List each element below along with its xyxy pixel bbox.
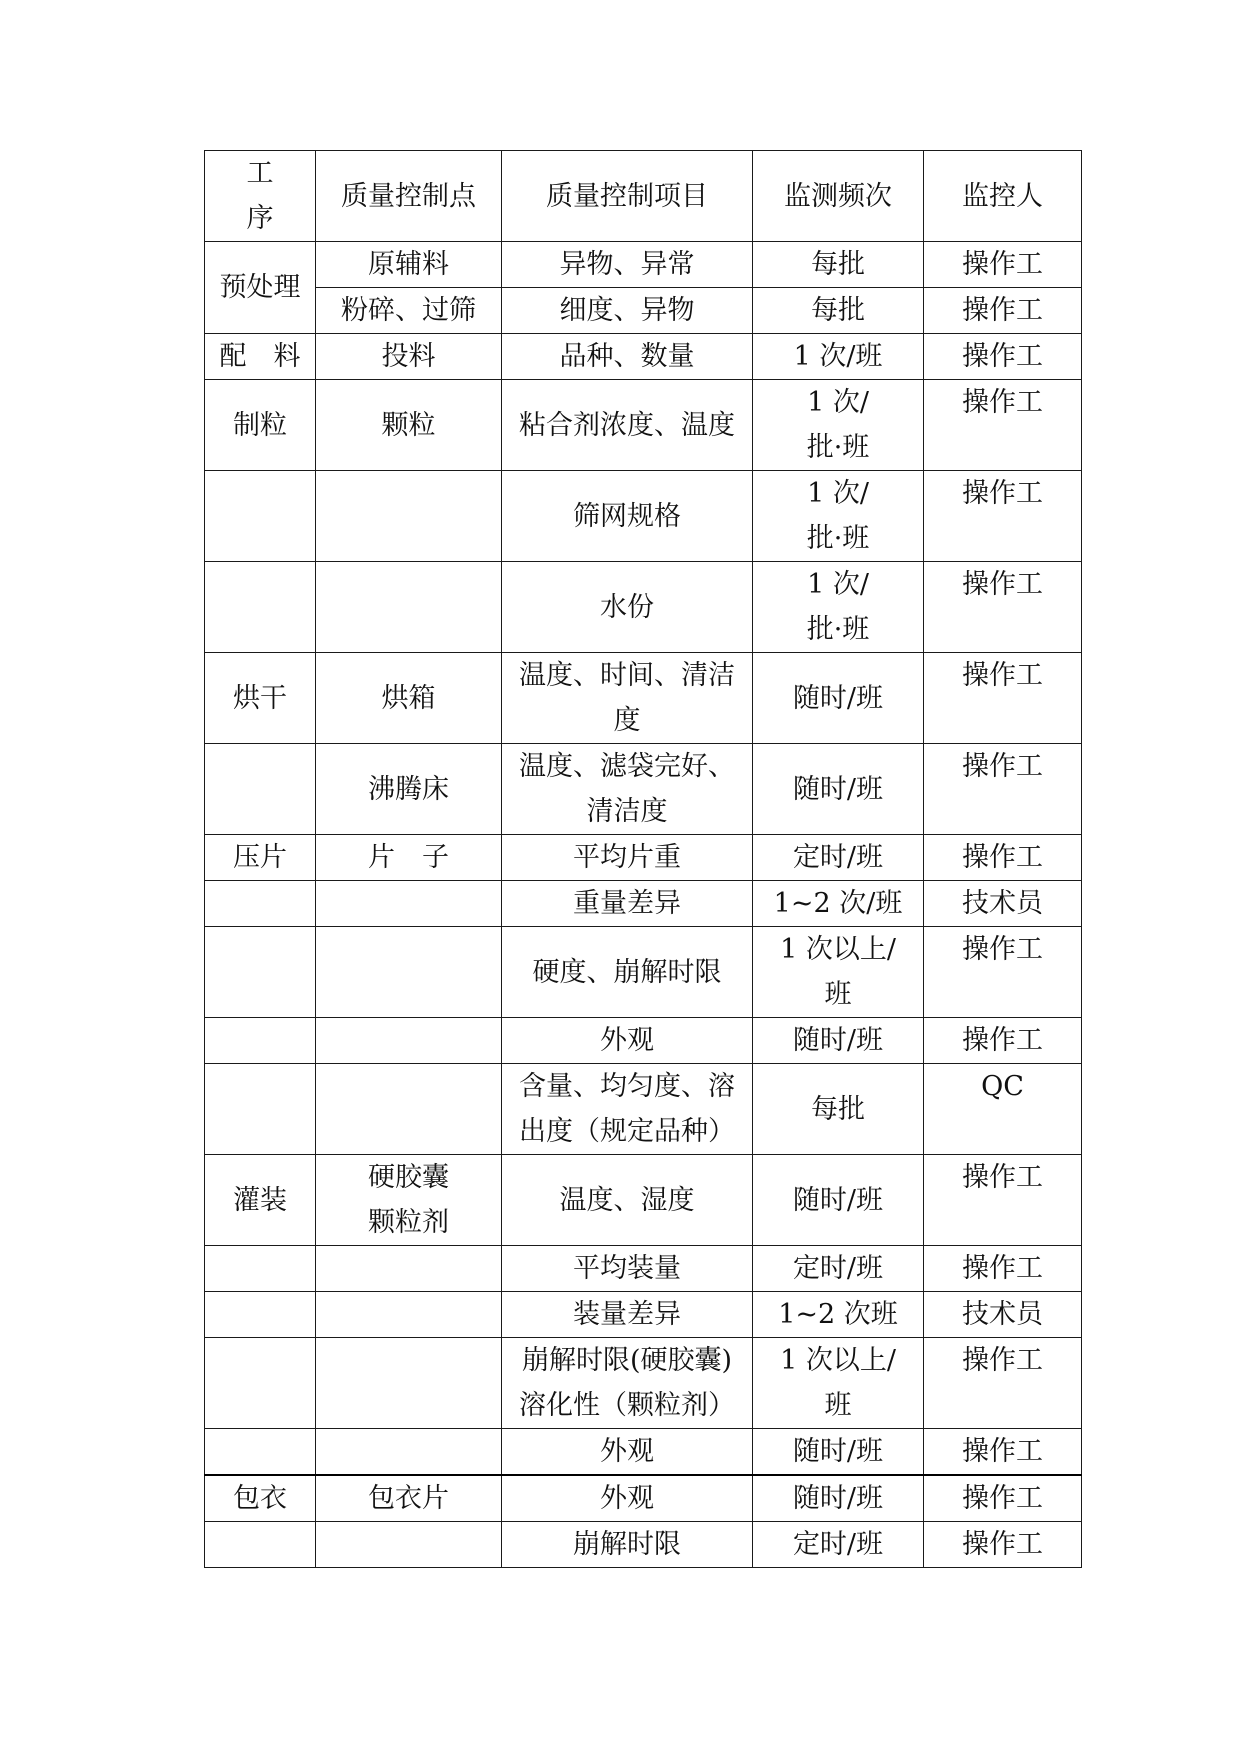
- cell-control-point: 硬胶囊 颗粒剂: [316, 1155, 502, 1246]
- table-row: [205, 242, 1082, 288]
- cell-frequency: 每批: [753, 1064, 924, 1155]
- table-row: [205, 334, 1082, 380]
- cell-process: 配 料: [205, 334, 316, 380]
- cell-control-item: 温度、时间、清洁 度: [502, 653, 753, 744]
- cell-control-point: 烘箱: [316, 653, 502, 744]
- cell-control-point: [316, 1292, 502, 1338]
- cell-process: 制粒: [205, 380, 316, 471]
- cell-monitor: QC: [924, 1064, 1082, 1155]
- cell-frequency: 定时/班: [753, 835, 924, 881]
- cell-process: [205, 1018, 316, 1064]
- cell-control-point: [316, 562, 502, 653]
- cell-monitor: 操作工: [924, 288, 1082, 334]
- cell-process: [205, 1338, 316, 1429]
- table-row: [205, 835, 1082, 881]
- cell-control-point: [316, 927, 502, 1018]
- cell-frequency: 随时/班: [753, 1155, 924, 1246]
- header-control-item: 质量控制项目: [502, 151, 753, 242]
- cell-control-point: [316, 1338, 502, 1429]
- cell-monitor: 操作工: [924, 1338, 1082, 1429]
- table-header-row: [205, 151, 1082, 242]
- table-row: [205, 1246, 1082, 1292]
- cell-control-item: 崩解时限: [502, 1522, 753, 1568]
- cell-frequency: 定时/班: [753, 1246, 924, 1292]
- cell-monitor: 操作工: [924, 835, 1082, 881]
- cell-control-item: 异物、异常: [502, 242, 753, 288]
- cell-control-point: 包衣片: [316, 1475, 502, 1522]
- cell-control-item: 温度、滤袋完好、 清洁度: [502, 744, 753, 835]
- table-row: [205, 1475, 1082, 1522]
- cell-process: 压片: [205, 835, 316, 881]
- table-row: [205, 380, 1082, 471]
- cell-frequency: 随时/班: [753, 1018, 924, 1064]
- cell-control-item: 外观: [502, 1429, 753, 1476]
- cell-monitor: 操作工: [924, 1246, 1082, 1292]
- cell-control-point: 沸腾床: [316, 744, 502, 835]
- cell-control-item: 外观: [502, 1018, 753, 1064]
- cell-control-item: 温度、湿度: [502, 1155, 753, 1246]
- cell-control-item: 硬度、崩解时限: [502, 927, 753, 1018]
- cell-process: [205, 1522, 316, 1568]
- cell-monitor: 操作工: [924, 471, 1082, 562]
- cell-monitor: 操作工: [924, 1018, 1082, 1064]
- table-row: [205, 1429, 1082, 1476]
- cell-monitor: 操作工: [924, 334, 1082, 380]
- cell-control-item: 外观: [502, 1475, 753, 1522]
- table-row: [205, 927, 1082, 1018]
- cell-control-point: [316, 1246, 502, 1292]
- cell-process: [205, 562, 316, 653]
- table-row: [205, 1292, 1082, 1338]
- header-control-point: 质量控制点: [316, 151, 502, 242]
- cell-control-item: 平均装量: [502, 1246, 753, 1292]
- cell-monitor: 操作工: [924, 653, 1082, 744]
- cell-control-item: 平均片重: [502, 835, 753, 881]
- cell-frequency: 每批: [753, 288, 924, 334]
- table-row: [205, 288, 1082, 334]
- cell-process: 烘干: [205, 653, 316, 744]
- cell-frequency: 1~2 次/班: [753, 881, 924, 927]
- table-row: [205, 471, 1082, 562]
- cell-control-item: 水份: [502, 562, 753, 653]
- cell-control-point: [316, 1429, 502, 1476]
- table-row: [205, 1018, 1082, 1064]
- cell-monitor: 操作工: [924, 1155, 1082, 1246]
- cell-control-point: 颗粒: [316, 380, 502, 471]
- cell-control-point: 粉碎、过筛: [316, 288, 502, 334]
- cell-control-item: 含量、均匀度、溶 出度（规定品种）: [502, 1064, 753, 1155]
- cell-monitor: 操作工: [924, 562, 1082, 653]
- cell-control-item: 粘合剂浓度、温度: [502, 380, 753, 471]
- cell-frequency: 随时/班: [753, 744, 924, 835]
- cell-control-point: [316, 881, 502, 927]
- cell-control-item: 重量差异: [502, 881, 753, 927]
- cell-process: [205, 927, 316, 1018]
- header-monitor: 监控人: [924, 151, 1082, 242]
- cell-process: [205, 1429, 316, 1476]
- cell-frequency: 每批: [753, 242, 924, 288]
- cell-control-item: 崩解时限(硬胶囊) 溶化性（颗粒剂）: [502, 1338, 753, 1429]
- cell-frequency: 随时/班: [753, 653, 924, 744]
- cell-frequency: 定时/班: [753, 1522, 924, 1568]
- cell-frequency: 1 次/ 批·班: [753, 380, 924, 471]
- table-row: [205, 881, 1082, 927]
- cell-frequency: 1 次/班: [753, 334, 924, 380]
- cell-monitor: 操作工: [924, 744, 1082, 835]
- cell-frequency: 随时/班: [753, 1475, 924, 1522]
- table-row: [205, 562, 1082, 653]
- cell-frequency: 1 次/ 批·班: [753, 562, 924, 653]
- cell-process: [205, 744, 316, 835]
- cell-process: 灌装: [205, 1155, 316, 1246]
- cell-frequency: 1 次以上/ 班: [753, 1338, 924, 1429]
- cell-control-point: [316, 1018, 502, 1064]
- cell-process: [205, 1246, 316, 1292]
- cell-process: 包衣: [205, 1475, 316, 1522]
- cell-process: [205, 471, 316, 562]
- header-process: 工 序: [205, 151, 316, 242]
- cell-control-point: [316, 1064, 502, 1155]
- cell-monitor: 操作工: [924, 380, 1082, 471]
- cell-control-point: 片 子: [316, 835, 502, 881]
- cell-control-item: 装量差异: [502, 1292, 753, 1338]
- cell-monitor: 技术员: [924, 1292, 1082, 1338]
- table-row: [205, 744, 1082, 835]
- cell-monitor: 操作工: [924, 1429, 1082, 1476]
- cell-frequency: 1~2 次班: [753, 1292, 924, 1338]
- quality-control-table: [204, 150, 1082, 1568]
- cell-monitor: 操作工: [924, 1522, 1082, 1568]
- table-row: [205, 1064, 1082, 1155]
- table-row: [205, 1522, 1082, 1568]
- cell-monitor: 操作工: [924, 242, 1082, 288]
- cell-control-point: [316, 471, 502, 562]
- table-row: [205, 653, 1082, 744]
- cell-process: 预处理: [205, 242, 316, 334]
- cell-frequency: 1 次以上/ 班: [753, 927, 924, 1018]
- cell-control-item: 细度、异物: [502, 288, 753, 334]
- cell-control-point: 投料: [316, 334, 502, 380]
- cell-frequency: 1 次/ 批·班: [753, 471, 924, 562]
- cell-process: [205, 881, 316, 927]
- cell-monitor: 操作工: [924, 927, 1082, 1018]
- cell-process: [205, 1064, 316, 1155]
- cell-process: [205, 1292, 316, 1338]
- cell-monitor: 操作工: [924, 1475, 1082, 1522]
- cell-frequency: 随时/班: [753, 1429, 924, 1476]
- cell-monitor: 技术员: [924, 881, 1082, 927]
- cell-control-item: 品种、数量: [502, 334, 753, 380]
- cell-control-item: 筛网规格: [502, 471, 753, 562]
- header-frequency: 监测频次: [753, 151, 924, 242]
- table-row: [205, 1338, 1082, 1429]
- table-row: [205, 1155, 1082, 1246]
- cell-control-point: 原辅料: [316, 242, 502, 288]
- cell-control-point: [316, 1522, 502, 1568]
